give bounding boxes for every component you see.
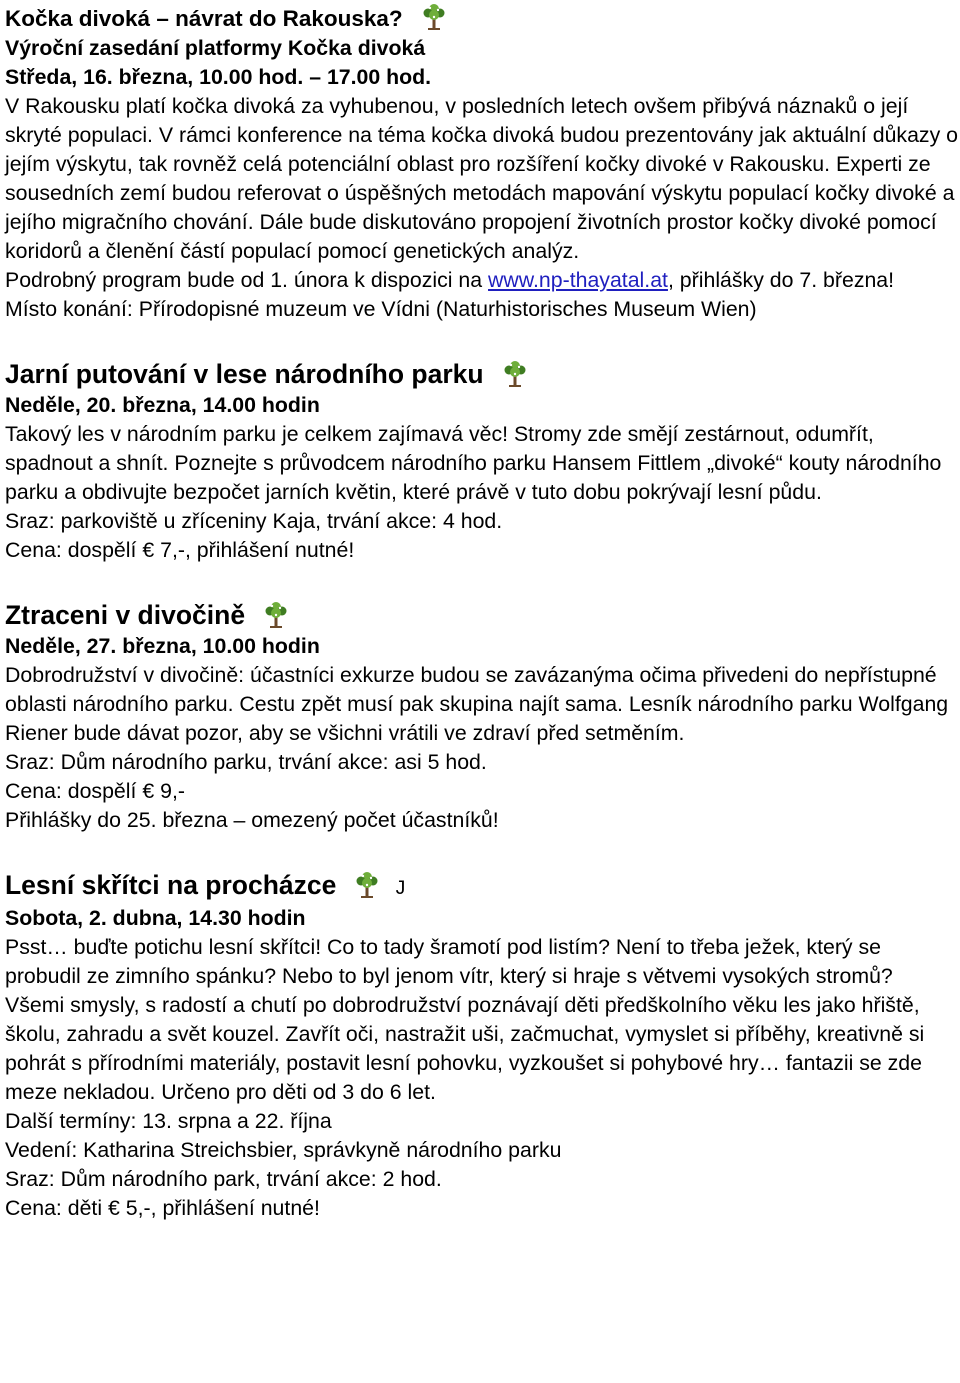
tree-icon [419,2,449,32]
tree-icon [500,359,530,389]
event-leader: Vedení: Katharina Streichsbier, správkyně národního parku [5,1138,562,1162]
event-title: Lesní skřítci na procházce [5,870,337,900]
event-spring-walk [5,359,960,565]
np-thayatal-link[interactable]: www.np-thayatal.at [488,268,668,292]
event-price: Cena: dospělí € 9,- [5,779,185,803]
event-meeting-point: Sraz: parkoviště u zříceniny Kaja, trvání akce: 4 hod. [5,509,503,533]
event-lost-in-wilderness [5,600,960,835]
event-date: Neděle, 20. března, 14.00 hodin [5,393,320,417]
event-title-line [5,2,960,34]
event-title: Jarní putování v lese národního parku [5,359,484,389]
event-price: Cena: dospělí € 7,-, přihlášení nutné! [5,538,355,562]
event-description: Dobrodružství v divočině: účastníci exkurze budou se zavázanýma očima přivedeni do nepřístupné oblasti národního parku. Cestu zpět musí pak skupina najít sama. Lesník národního parku Wolfgang Riener bude dávat pozor, aby se všichni vrátili ve zdraví před setměním. [5,663,949,745]
event-description: Takový les v národním parku je celkem zajímavá věc! Stromy zde smějí zestárnout, odumřít, spadnout a shnít. Poznejte s průvodcem národního parku Hansem Fittlem „divoké“ kouty národního parku a obdivujte bezpočet jarních květin, které právě v tuto dobu pokrývají lesní půdu. [5,422,942,504]
event-title-line [5,870,960,904]
program-text-pre: Podrobný program bude od 1. února k dispozici na [5,268,489,292]
event-program-info [5,266,960,295]
tree-icon [261,600,291,630]
event-description: V Rakousku platí kočka divoká za vyhubenou, v posledních letech ovšem přibývá náznaků o její skryté populaci. V rámci konference na téma kočka divoká budou prezentovány jak aktuální důkazy o jejím výskytu, tak rovněž celá potenciální oblast pro rozšíření kočky divoké v Rakousku. Experti ze sousedních zemí budou referovat o úspěšných metodách mapování výskytu populací kočky divoké a jejího migračního chování. Dále bude diskutováno propojení životních prostor kočky divoké pomocí koridorů a členění částí populací pomocí genetických analýz. [5,94,958,263]
program-text-post: , přihlášky do 7. března! [667,268,895,292]
event-price: Cena: děti € 5,-, přihlášení nutné! [5,1196,320,1220]
event-venue: Místo konání: Přírodopisné muzeum ve Vídni (Naturhistorisches Museum Wien) [5,297,757,321]
event-title: Kočka divoká – návrat do Rakouska? [5,6,403,31]
event-meeting-point: Sraz: Dům národního parku, trvání akce: asi 5 hod. [5,750,487,774]
event-wildcat-conference [5,2,960,324]
event-registration: Přihlášky do 25. března – omezený počet účastníků! [5,808,499,832]
event-meeting-point: Sraz: Dům národního park, trvání akce: 2 hod. [5,1167,442,1191]
event-date: Středa, 16. března, 10.00 hod. – 17.00 hod. [5,65,432,89]
event-title: Ztraceni v divočině [5,600,246,630]
tree-icon [352,870,382,900]
event-other-dates: Další termíny: 13. srpna a 22. října [5,1109,332,1133]
event-date: Neděle, 27. března, 10.00 hodin [5,634,320,658]
event-forest-elves [5,870,960,1223]
event-subtitle: Výroční zasedání platformy Kočka divoká [5,36,426,60]
event-title-line [5,359,960,391]
event-title-line [5,600,960,632]
event-description-2: Všemi smysly, s radostí a chutí po dobrodružství poznávají děti předškolního věku les jako hřiště, školu, zahradu a svět kouzel. Zavřít oči, nastražit uši, začmuchat, vymyslet si příběhy, kreativně si pohrát s přírodními materiály, postavit lesní pohovku, vyzkoušet si pohybové hry… fantazii se zde meze nekladou. Určeno pro děti od 3 do 6 let. [5,993,925,1104]
title-suffix-glyph: J [394,878,407,901]
event-description: Psst… buďte potichu lesní skřítci! Co to tady šramotí pod listím? Není to třeba ježek, který se probudil ze zimního spánku? Nebo to byl jenom vítr, který si hraje s větvemi vysokých stromů? [5,935,893,988]
event-date: Sobota, 2. dubna, 14.30 hodin [5,906,306,930]
